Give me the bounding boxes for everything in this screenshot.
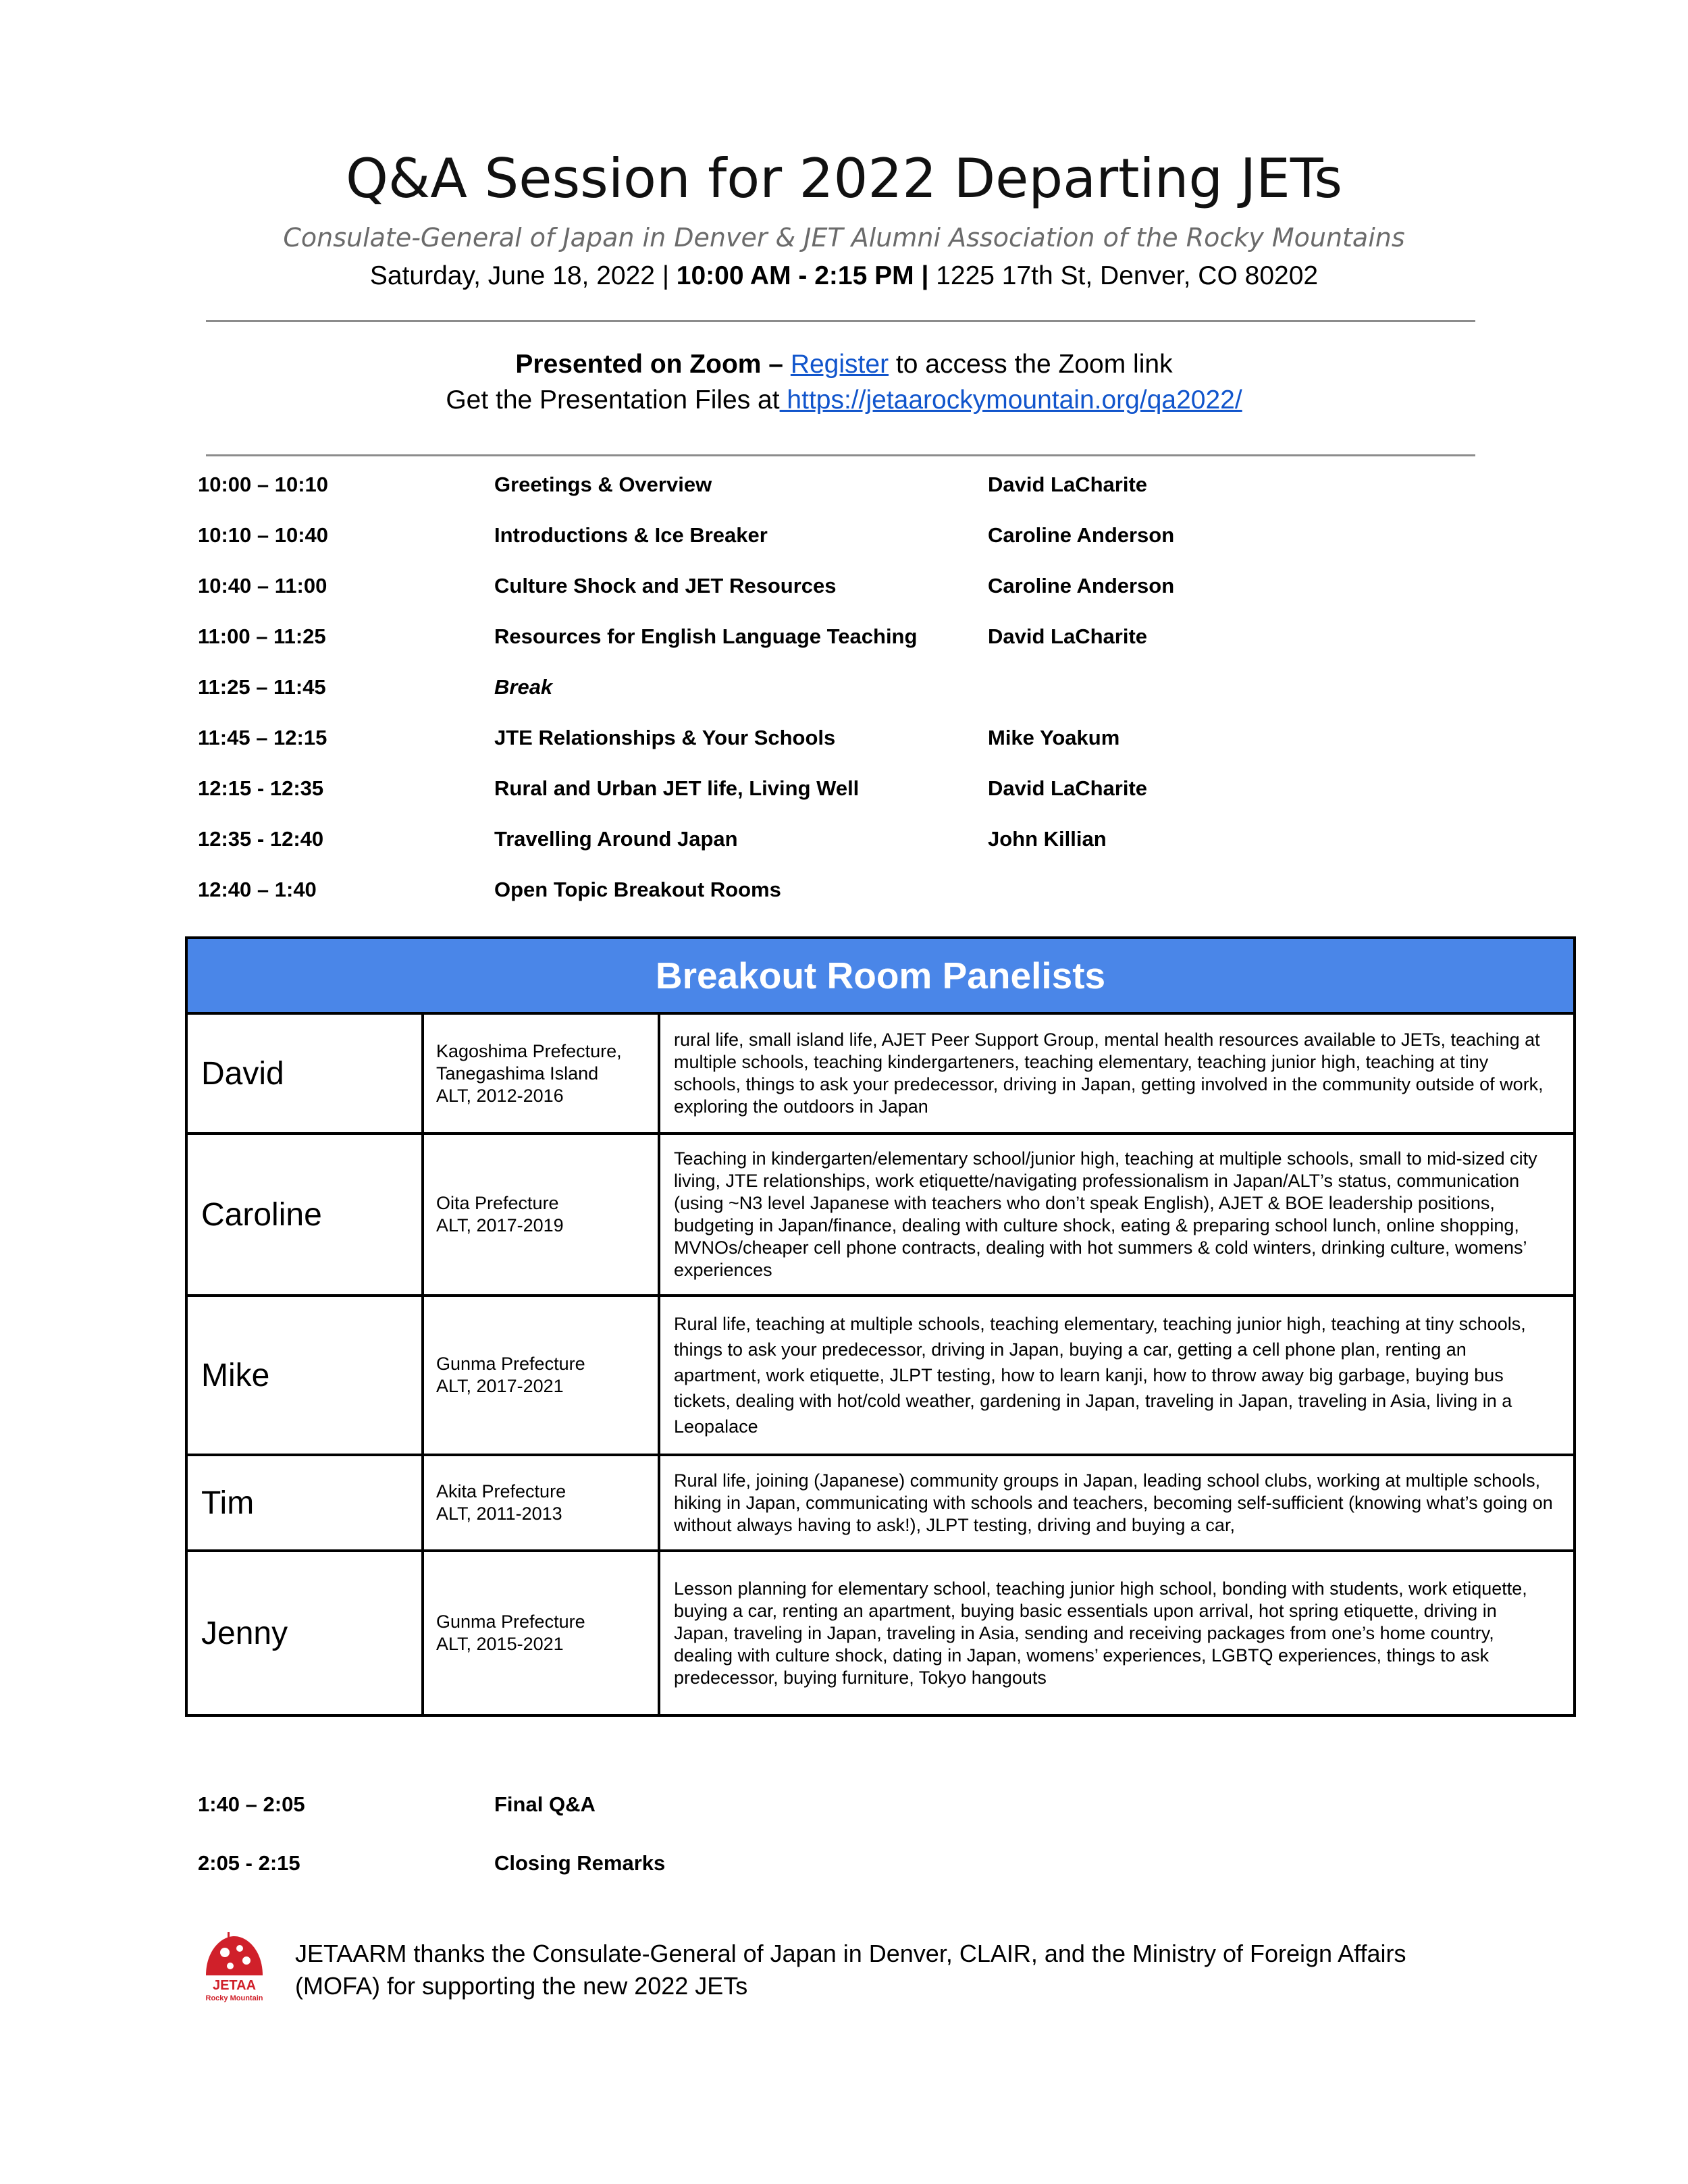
panelist-location (423, 1296, 659, 1455)
schedule-time: 11:00 – 11:25 (198, 624, 326, 648)
schedule-time: 10:10 – 10:40 (198, 523, 329, 547)
dash: – (761, 350, 791, 379)
schedule-topic: Travelling Around Japan (494, 827, 738, 851)
role-line: ALT, 2017-2021 (436, 1376, 564, 1396)
schedule-time: 2:05 - 2:15 (198, 1851, 300, 1875)
schedule-topic: Resources for English Language Teaching (494, 624, 918, 648)
schedule-presenter: David LaCharite (988, 473, 1148, 496)
panelist-topics: Lesson planning for elementary school, teaching junior high school, bonding with students, work etiquette, buying a car, renting an apartment, buying basic essentials upon arrival, hot spring etiquette, driving in Japan, traveling in Japan, traveling in Asia, sending and receiving packages from one’s home country, dealing with culture shock, dating in Japan, womens’ experiences, LGBTQ experiences, things to ask predecessor, buying furniture, Tokyo hangouts (659, 1551, 1575, 1715)
table-row (186, 1013, 1575, 1134)
panelist-topics: Rural life, teaching at multiple schools, teaching elementary, teaching junior high, teaching at tiny schools, things to ask your predecessor, driving in Japan, buying a car, getting a cell phone plan, renting an apartment, work etiquette, JLPT testing, how to learn kanji, how to throw away big garbage, buying bus tickets, dealing with hot/cold weather, gardening in Japan, traveling in Japan, traveling in Asia, living in a Leopalace (659, 1296, 1575, 1455)
schedule-presenter: Mike Yoakum (988, 726, 1120, 749)
table-row (186, 1134, 1575, 1296)
schedule-topic: Greetings & Overview (494, 473, 712, 496)
schedule-presenter: Caroline Anderson (988, 523, 1175, 547)
panelist-location (423, 1455, 659, 1551)
panelist-topics: rural life, small island life, AJET Peer Support Group, mental health resources available to JETs, teaching at multiple schools, teaching kindergarteners, teaching elementary, teaching junior high, teaching at tiny schools, things to ask your predecessor, driving in Japan, getting involved in the community outside of work, exploring the outdoors in Japan (659, 1013, 1575, 1134)
page-title: Q&A Session for 2022 Departing JETs (345, 147, 1343, 210)
panelist-topics: Teaching in kindergarten/elementary school/junior high, teaching at multiple schools, small to mid-sized city living, JTE relationships, work etiquette/navigating professionalism in Japan/ALT’s status, communication (using ~N3 level Japanese with teachers who don’t speak English), AJET & BOE leadership positions, budgeting in Japan/finance, dealing with culture shock, eating & preparing school lunch, online shopping, MVNOs/cheaper cell phone contracts, dealing with hot summers & cold winters, drinking culture, womens’ experiences (659, 1134, 1575, 1296)
presented-on-zoom: Presented on Zoom (515, 350, 762, 379)
schedule-time: 10:40 – 11:00 (198, 574, 327, 597)
location-line: Tanegashima Island (436, 1063, 599, 1084)
schedule-topic: Culture Shock and JET Resources (494, 574, 837, 597)
register-link[interactable]: Register (790, 350, 889, 379)
register-rest: to access the Zoom link (889, 350, 1173, 379)
schedule-topic: JTE Relationships & Your Schools (494, 726, 836, 749)
event-address: 1225 17th St, Denver, CO 80202 (936, 261, 1319, 290)
zoom-line (0, 350, 1688, 379)
schedule-time: 11:25 – 11:45 (198, 675, 326, 699)
panelist-location (423, 1013, 659, 1134)
schedule-topic: Introductions & Ice Breaker (494, 523, 768, 547)
panelist-name: David (186, 1013, 423, 1134)
jetaa-logo (201, 1931, 268, 2004)
svg-text:Rocky Mountain: Rocky Mountain (205, 1994, 263, 2002)
panelist-location (423, 1134, 659, 1296)
panelist-name: Caroline (186, 1134, 423, 1296)
panelists-heading: Breakout Room Panelists (186, 938, 1575, 1013)
svg-text:JETAA: JETAA (212, 1978, 257, 1993)
schedule-topic: Final Q&A (494, 1792, 596, 1816)
schedule-time: 1:40 – 2:05 (198, 1792, 305, 1816)
panelist-name: Tim (186, 1455, 423, 1551)
event-time: 10:00 AM - 2:15 PM | (676, 261, 937, 290)
location-line: Gunma Prefecture (436, 1612, 585, 1632)
role-line: ALT, 2012-2016 (436, 1085, 564, 1106)
event-dateline (0, 261, 1688, 291)
panelist-location (423, 1551, 659, 1715)
schedule-topic: Break (494, 675, 553, 699)
schedule-topic: Closing Remarks (494, 1851, 666, 1875)
schedule-time: 12:35 - 12:40 (198, 827, 324, 851)
divider (206, 320, 1475, 322)
panelist-topics: Rural life, joining (Japanese) community groups in Japan, leading school clubs, working at multiple schools, hiking in Japan, communicating with schools and teachers, becoming self-sufficient (knowing what’s going on without always having to ask!), JLPT testing, driving and buying a car, (659, 1455, 1575, 1551)
schedule-presenter: John Killian (988, 827, 1107, 851)
schedule-time: 12:40 – 1:40 (198, 878, 317, 901)
role-line: ALT, 2015-2021 (436, 1634, 564, 1654)
panelists-table (185, 936, 1576, 1717)
files-line (0, 385, 1688, 415)
table-row (186, 1551, 1575, 1715)
table-row (186, 1296, 1575, 1455)
page-subtitle: Consulate-General of Japan in Denver & JET Alumni Association of the Rocky Mountains (283, 223, 1405, 252)
schedule-presenter: David LaCharite (988, 776, 1148, 800)
panelist-name: Jenny (186, 1551, 423, 1715)
thanks-text: JETAARM thanks the Consulate-General of Japan in Denver, CLAIR, and the Ministry of Foreign Affairs (MOFA) for supporting the new 2022 JETs (295, 1940, 1406, 2000)
location-line: Gunma Prefecture (436, 1354, 585, 1374)
schedule-topic: Open Topic Breakout Rooms (494, 878, 781, 901)
divider (206, 454, 1475, 456)
files-text: Get the Presentation Files at (446, 385, 780, 415)
schedule-time: 12:15 - 12:35 (198, 776, 324, 800)
schedule-presenter: David LaCharite (988, 624, 1148, 648)
schedule-topic: Rural and Urban JET life, Living Well (494, 776, 860, 800)
role-line: ALT, 2017-2019 (436, 1215, 564, 1235)
schedule-time: 10:00 – 10:10 (198, 473, 329, 496)
schedule-time: 11:45 – 12:15 (198, 726, 327, 749)
files-link[interactable]: https://jetaarockymountain.org/qa2022/ (779, 385, 1242, 415)
location-line: Oita Prefecture (436, 1193, 559, 1213)
role-line: ALT, 2011-2013 (436, 1503, 562, 1524)
location-line: Akita Prefecture (436, 1481, 566, 1501)
table-row (186, 1455, 1575, 1551)
event-date: Saturday, June 18, 2022 | (369, 261, 677, 290)
location-line: Kagoshima Prefecture, (436, 1040, 622, 1061)
schedule-presenter: Caroline Anderson (988, 574, 1175, 597)
panelist-name: Mike (186, 1296, 423, 1455)
